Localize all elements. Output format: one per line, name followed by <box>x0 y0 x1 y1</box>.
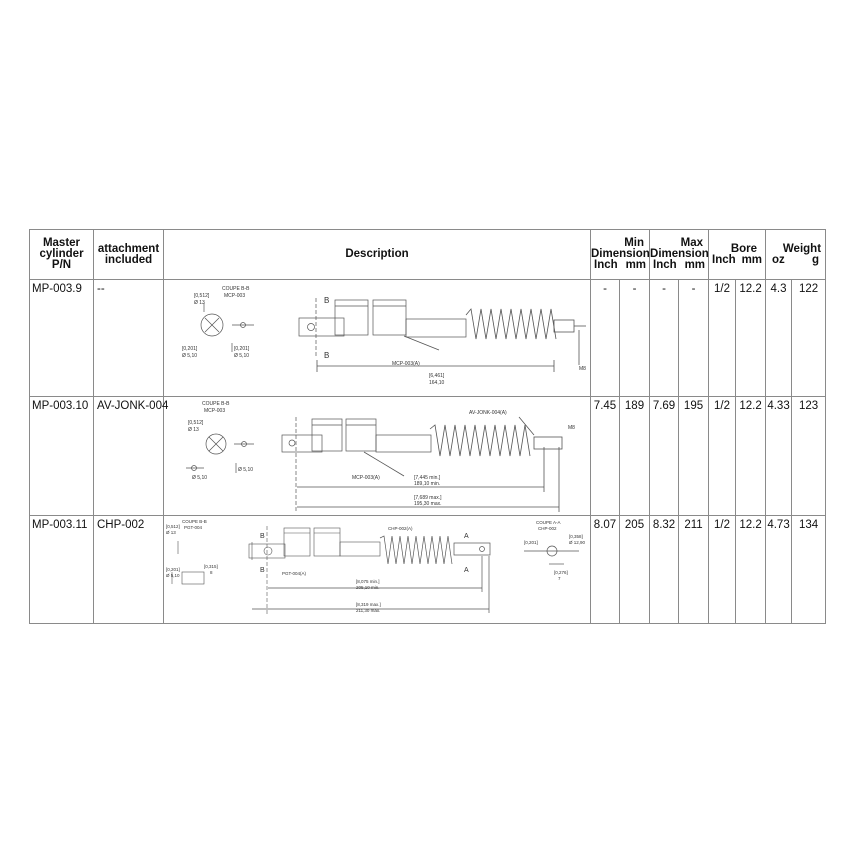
section-ref: MCP-003 <box>224 293 246 299</box>
dim-label: [7,689 max.] <box>414 495 442 501</box>
section-title: COUPE B-B <box>202 401 230 407</box>
part-number: MP-003.9 <box>30 280 94 397</box>
header-max-dimension: Max Dimension Inch mm <box>650 230 709 280</box>
table-row <box>30 397 826 516</box>
attachment-callout: AV-JONK-004(A) <box>469 410 507 416</box>
dim-label: 8 <box>210 570 213 575</box>
dim-label: 195,30 max. <box>414 501 442 507</box>
dim-label: Ø 13 <box>188 427 199 433</box>
header-master: Master cylinder P/N <box>30 230 94 280</box>
spring-coil <box>380 536 452 564</box>
spring-coil <box>466 309 556 339</box>
max-inch: - <box>650 280 679 397</box>
dim-label: 164,10 <box>429 380 445 386</box>
dim-label: [0,201] <box>166 567 180 572</box>
dim-label: Ø 13 <box>194 300 205 306</box>
header-row <box>30 230 826 280</box>
bore-mm: 12.2 <box>736 280 766 397</box>
dim-label: [7,445 min.] <box>414 475 441 481</box>
dim-label: [0,315] <box>204 564 218 569</box>
header-description: Description <box>164 230 591 280</box>
max-mm: 195 <box>679 397 709 516</box>
max-inch: 8.32 <box>650 516 679 624</box>
max-mm: 211 <box>679 516 709 624</box>
section-ref: CHP-002 <box>538 526 557 531</box>
table-row <box>30 280 826 397</box>
weight-g: 122 <box>792 280 826 397</box>
dim-label: [8,319 max.] <box>356 602 381 607</box>
dim-label: Ø 5,10 <box>238 467 254 473</box>
spring-coil <box>430 425 530 456</box>
dim-label: [0,512] <box>194 293 210 299</box>
header-weight: Weight oz g <box>766 230 826 280</box>
min-inch: 8.07 <box>591 516 620 624</box>
section-title: COUPE B-B <box>182 519 207 524</box>
dim-label: [0,201] <box>182 346 198 352</box>
part-callout: MCP-003(A) <box>392 361 420 367</box>
dim-label: 205,10 min. <box>356 585 380 590</box>
dim-label: Ø 5,10 <box>192 475 208 481</box>
thread-label: M8 <box>579 366 586 372</box>
weight-g: 123 <box>792 397 826 516</box>
dim-label: [0,201] <box>524 540 538 545</box>
dim-label: Ø 5,10 <box>182 353 198 359</box>
bore-inch: 1/2 <box>709 280 736 397</box>
weight-oz: 4.3 <box>766 280 792 397</box>
section-title: COUPE A-A <box>536 520 561 525</box>
drawing-mp-003-9 <box>164 280 591 397</box>
dim-label: Ø 13 <box>166 530 176 535</box>
dim-label: Ø 5,10 <box>234 353 250 359</box>
min-mm: 189 <box>620 397 650 516</box>
dim-label: [8,075 min.] <box>356 579 380 584</box>
dim-label: 7 <box>558 576 561 581</box>
bore-mm: 12.2 <box>736 397 766 516</box>
min-mm: 205 <box>620 516 650 624</box>
part-number: MP-003.10 <box>30 397 94 516</box>
section-ref: MCP-003 <box>204 408 226 414</box>
thread-label: M8 <box>568 425 575 431</box>
table-row <box>30 516 826 624</box>
min-mm: - <box>620 280 650 397</box>
part-number: MP-003.11 <box>30 516 94 624</box>
dim-label: [0,512] <box>166 524 180 529</box>
attachment-value: AV-JONK-004 <box>94 397 164 516</box>
dim-label: [6,461] <box>429 373 445 379</box>
dim-label: [0,201] <box>234 346 250 352</box>
section-marker: B <box>324 351 330 360</box>
part-callout: MCP-003(A) <box>352 475 380 481</box>
dim-label: 211,30 max. <box>356 608 381 613</box>
bore-inch: 1/2 <box>709 516 736 624</box>
attachment-value: -- <box>94 280 164 397</box>
section-title: COUPE B-B <box>222 286 250 292</box>
dim-label: Ø 5,10 <box>166 573 180 578</box>
section-marker: B <box>260 567 265 574</box>
part-callout: PGT-004(A) <box>282 571 307 576</box>
dim-label: Ø 12,90 <box>569 540 586 545</box>
section-marker: A <box>464 533 469 540</box>
section-marker: B <box>324 296 330 305</box>
header-attachment: attachment included <box>94 230 164 280</box>
max-inch: 7.69 <box>650 397 679 516</box>
dim-label: [0,512] <box>188 420 204 426</box>
drawing-mp-003-11 <box>164 516 591 624</box>
section-marker: B <box>260 533 265 540</box>
min-inch: 7.45 <box>591 397 620 516</box>
technical-drawing <box>164 516 591 623</box>
section-marker: A <box>464 567 469 574</box>
drawing-mp-003-10 <box>164 397 591 516</box>
spec-table <box>29 229 826 624</box>
max-mm: - <box>679 280 709 397</box>
header-bore: Bore Inch mm <box>709 230 766 280</box>
weight-oz: 4.73 <box>766 516 792 624</box>
dim-label: [0,276] <box>554 570 568 575</box>
bore-inch: 1/2 <box>709 397 736 516</box>
dim-label: 189,10 min. <box>414 481 441 487</box>
weight-oz: 4.33 <box>766 397 792 516</box>
technical-drawing <box>164 280 591 396</box>
weight-g: 134 <box>792 516 826 624</box>
technical-drawing <box>164 397 591 515</box>
attachment-value: CHP-002 <box>94 516 164 624</box>
section-ref: PGT-004 <box>184 525 203 530</box>
min-inch: - <box>591 280 620 397</box>
attachment-callout: CHP-002(A) <box>388 526 413 531</box>
bore-mm: 12.2 <box>736 516 766 624</box>
header-min-dimension: Min Dimension Inch mm <box>591 230 650 280</box>
dim-label: [0,358] <box>569 534 583 539</box>
